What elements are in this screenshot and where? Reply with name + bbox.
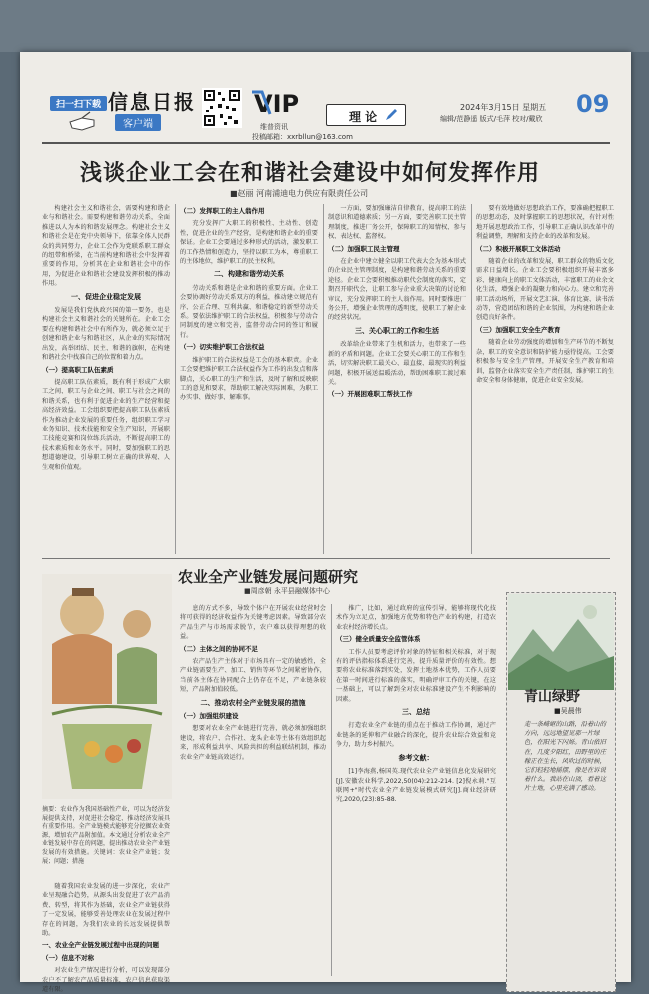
- subsection-heading: （一）提高职工队伍素质: [42, 365, 114, 374]
- editor-credits: 编辑/范静遥 版式/毛萍 校对/戴欣: [440, 115, 543, 123]
- paragraph: 对农业生产情况进行分析，可以发现部分农户不了解农产品质量标准，农户信息获取渠道有限。: [42, 967, 170, 994]
- paragraph: 一方面，要加强廉洁自律教育，提高职工的法制意识和道德素质；另一方面，要完善职工民主管理制度，推进厂务公开，保障职工的知情权、参与权、表达权、监督权。: [328, 205, 466, 241]
- section-label: 理 论: [349, 110, 378, 124]
- subsection-heading: （三）健全质量安全监管体系: [336, 635, 421, 644]
- paragraph: 改革给企业带来了生机和活力，也带来了一些新的矛盾和问题。企业工会要关心职工的工作和生活，切实解决职工最关心、最直接、最现实的利益问题，积极开展送温暖活动，帮助困难职工渡过难关。: [328, 341, 466, 386]
- section-heading: 三、关心职工的工作和生活: [355, 326, 439, 335]
- article2-headline: 农业全产业链发展问题研究: [178, 568, 359, 586]
- paragraph: 维护职工的合法权益是工会的基本职责。企业工会要把维护职工合法权益作为工作的出发点和落脚点，关心职工的生产和生活，及时了解和反映职工的意见和要求，帮助职工解决实际困难，为职工办实事、做好事、解难事。: [180, 356, 318, 402]
- newspaper-logo: 信息日报: [108, 90, 196, 114]
- column-divider: [175, 204, 176, 554]
- references-heading: 参考文献：: [398, 753, 434, 762]
- pen-icon: [384, 108, 398, 122]
- article1-column-3: [328, 204, 466, 554]
- newspaper-page: [20, 52, 631, 994]
- article1-column-1: [42, 204, 170, 554]
- paragraph: 构建社会主义和谐社会，需要构建和谐企业与和谐社会。需要构建和谐劳动关系，全面推进以人为本的和谐发展理念。构建社会主义和谐社会是在党中央领导下，依靠全体人民群众的共同努力，企业工会作为党联系职工群众的纽带和桥梁，在当前构建和谐社会中发挥着重要的作用，分析其在企业和谐社会中的作用，为促进企业和谐社会建设发挥积极的推动作用。: [42, 205, 170, 288]
- qr-code-icon: [202, 88, 242, 128]
- client-tag[interactable]: 客户端: [115, 114, 161, 131]
- paragraph: 提高职工队伍素质，既有利于形成广大职工之间、职工与企业之间、职工与社会之间的和谐关系，也有利于促进企业的生产经营和提高经济效益。工会组织要把提高职工队伍素质作为推动企业发展的重要任务，组织职工学习业务知识、技术技能和安全生产知识，开展职工技能竞赛和岗位练兵活动，不断提高职工的技术素质和业务水平。同时，要加强职工的思想道德建设，引导职工树立正确的世界观、人生观和价值观。: [42, 378, 170, 471]
- svg-text:VIP: VIP: [254, 90, 300, 118]
- poem-title: 青山绿野: [524, 689, 580, 705]
- subsection-heading: （二）积极开展职工文体活动: [476, 244, 561, 253]
- article1-column-2: [180, 204, 318, 554]
- header-rule: [42, 142, 610, 144]
- page-header: [20, 52, 631, 141]
- paragraph: 息的方式不多，导致个体户在开展农业经营时会将可获得的经济收益作为关键考虑因素。导致部分农产品生产与市场需求脱节，农户难以获得理想的收益。: [180, 605, 326, 641]
- article2-column-1: [42, 882, 170, 994]
- subsection-heading: （一）信息不对称: [42, 953, 94, 962]
- paragraph: 农产品生产主体对于市场具有一定的敏感性，全产业链需要生产、加工、销售等环节之间紧密协作，当前各主体在协同配合上仍存在不足，产业链条较短，产品附加值较低。: [180, 658, 326, 694]
- pointing-hand-icon: [68, 108, 96, 134]
- subsection-heading: （一）切实维护职工合法权益: [180, 343, 265, 352]
- subsection-heading: （一）加强组织建设: [180, 712, 239, 721]
- section-heading: 三、总结: [402, 708, 430, 717]
- section-heading: 二、推动农村全产业链发展的措施: [200, 698, 306, 707]
- paragraph: 劳动关系和谐是企业和谐的重要方面。企业工会要协调好劳动关系双方的利益，推动建立规范有序、公正合理、互利共赢、和谐稳定的新型劳动关系。要依法维护职工的合法权益，积极参与劳动合同制度的建立和完善，监督劳动合同的签订和履行。: [180, 284, 318, 339]
- subsection-heading: （二）发挥职工的主人翁作用: [180, 207, 265, 215]
- farmer-illustration-icon: [42, 574, 172, 799]
- subsection-heading: （二）加强职工民主管理: [328, 244, 400, 253]
- column-divider: [323, 204, 324, 554]
- section-heading: 一、农业全产业链发展过程中出现的问题: [42, 941, 159, 950]
- poem-author: ■吴晨伟: [554, 707, 582, 715]
- section-heading: 一、促进企业稳定发展: [71, 292, 141, 301]
- paragraph: 充分发挥广大职工的积极性、主动性、创造性，促进企业的生产经营，是构建和谐企业的重要保证。企业工会要通过多种形式的活动，激发职工的工作热情和创造力，坚持以职工为本，尊重职工的主体地位，维护职工的民主权利。: [180, 220, 318, 266]
- references-text: [1]李海燕,杨国英.现代农业全产业链信息化发展研究[J].安徽农业科学,2022,50(04):212-214. [2]倪永莉."互联网+"时代农业全产业链发展模式研究[J].商业经济研究,2020,(23):85-88.: [336, 768, 496, 804]
- article1-headline: 浅谈企业工会在和谐社会建设中如何发挥作用: [80, 161, 541, 186]
- page-number: 09: [576, 90, 610, 118]
- column-divider: [471, 204, 472, 554]
- background-top: [0, 0, 649, 52]
- paragraph: 推广，比如，通过政府的宣传引导，能够将现代化技术作为立足点，加强地方优势和特色产业的构建，打造农业农村经济增长点。: [336, 605, 496, 631]
- issue-date: 2024年3月15日 星期五: [460, 103, 547, 112]
- paragraph: 工作人员要考虑评价对象的特征和相关标准，对于现有的评估指标体系进行完善，提升质量评价的有效性。想要将农业标准落到实处，发挥土地基本优势，工作人员要在第一时间进行标准的落实，明确评审工作的关键，在这一基础上，可以了解到全对农业标准建设产生不利影响的因素。: [336, 648, 496, 703]
- paragraph: 发展是我们党执政兴国的第一要务，也是构建社会主义和谐社会的关键所在。企业工会要在构建和谐社会中有所作为，就必须立足于创建和谐企业与和谐社区，从企业的实际情况出发，高举团结、民主、和谐的旗帜，在构建和谐社会中找准自己的位置和着力点。: [42, 307, 170, 362]
- article1-byline: ■赵丽 河南浦迪电力供应有限责任公司: [230, 189, 369, 198]
- paragraph: 打造农业全产业链的重点在于推动工作协调，通过产业链条的延伸和产业融合的深化，提升农业综合效益和竞争力，助力乡村振兴。: [336, 722, 496, 749]
- vip-subtitle: 维普资讯: [260, 123, 288, 131]
- subsection-heading: （一）开展困难职工帮扶工作: [328, 390, 413, 399]
- paragraph: 随着企业的改革和发展，职工群众的物质文化需求日益增长。企业工会要积极组织开展丰富多彩、健康向上的职工文体活动，丰富职工的业余文化生活，增强企业的凝聚力和向心力。建立和完善职工活动场所，开展文艺汇演、体育比赛、读书活动等，营造团结和谐的企业氛围，为构建和谐企业创造良好条件。: [476, 258, 614, 322]
- mountain-landscape-icon: [508, 594, 614, 690]
- article2-column-3: [336, 604, 496, 976]
- paragraph: 在企业中建立健全以职工代表大会为基本形式的企业民主管理制度，是构建和谐劳动关系的重要途径。企业工会要积极推动职代会制度的落实，定期召开职代会，让职工参与企业重大决策的讨论和审议，充分发挥职工的主人翁作用。同时要推进厂务公开，增强企业管理的透明度，使职工了解企业的经营状况。: [328, 258, 466, 322]
- section-heading: 二、构建和谐劳动关系: [214, 270, 284, 279]
- paragraph: 随着企业劳动强度的增加和生产环节的不断复杂，职工的安全意识和防护能力亟待提高。工会要积极参与安全生产管理，开展安全生产教育和培训，监督企业落实安全生产责任制，维护职工的生命安全和身体健康，促进企业安全发展。: [476, 339, 614, 384]
- submission-email: 投稿邮箱：xxrbllun@163.com: [252, 133, 353, 141]
- scan-download-label[interactable]: 扫一扫下载: [50, 96, 107, 111]
- abstract-text: 摘要：农业作为我国基础性产业，可以为经济发展提供支持，对促进社会稳定、推动经济发展具有重要作用。全产业链模式能够充分挖掘农业资源，增加农产品附加值。本文通过分析农业全产业链发展中存在的问题，提出推动农业全产业链发展的有效措施。关键词：农业全产业链；发展；问题；措施: [42, 806, 170, 865]
- article-separator: [42, 558, 610, 559]
- paragraph: 随着我国农业发展的进一步深化，农业产业呈现融合趋势，从源头出发促进了农产品消费、转型，将其作为基础，农业全产业链获得了一定发展，能够妥善处理农业在发展过程中存在的问题，为我们农业的长远发展提供帮助。: [42, 883, 170, 938]
- article2-abstract: [42, 806, 170, 866]
- article2-column-2: [180, 604, 326, 976]
- subsection-heading: （三）加强职工安全生产教育: [476, 325, 561, 334]
- poem-body: 走一条崎岖的山路，沿着山的方向，远远地望见那一片绿色，在阳光下闪烁。青山依旧在，几度夕阳红，田野里的庄稼正在生长，风吹过的时候，它们轻轻地摇摆，像是在诉说着什么。我站在山顶，看着这片土地，心里充满了感动。: [524, 721, 606, 793]
- article2-byline: ■周彦朝 永平县融媒体中心: [244, 587, 330, 595]
- subsection-heading: （二）主体之间的协同不足: [180, 644, 258, 653]
- paragraph: 要有效地做好思想政治工作，要准确把握职工的思想动态，及时掌握职工的思想状况，有针对性地开展思想政治工作，引导职工正确认识改革中的利益调整，理解和支持企业的改革和发展。: [476, 205, 614, 241]
- paragraph: 想要对农业全产业链进行完善，就必须加强组织建设，将农户、合作社、龙头企业等主体有效组织起来，形成利益共享、风险共担的利益联结机制，推动农业全产业链高效运行。: [180, 725, 326, 761]
- column-divider: [331, 604, 332, 976]
- vip-logo-icon: [252, 88, 312, 118]
- article1-column-4: [476, 204, 614, 554]
